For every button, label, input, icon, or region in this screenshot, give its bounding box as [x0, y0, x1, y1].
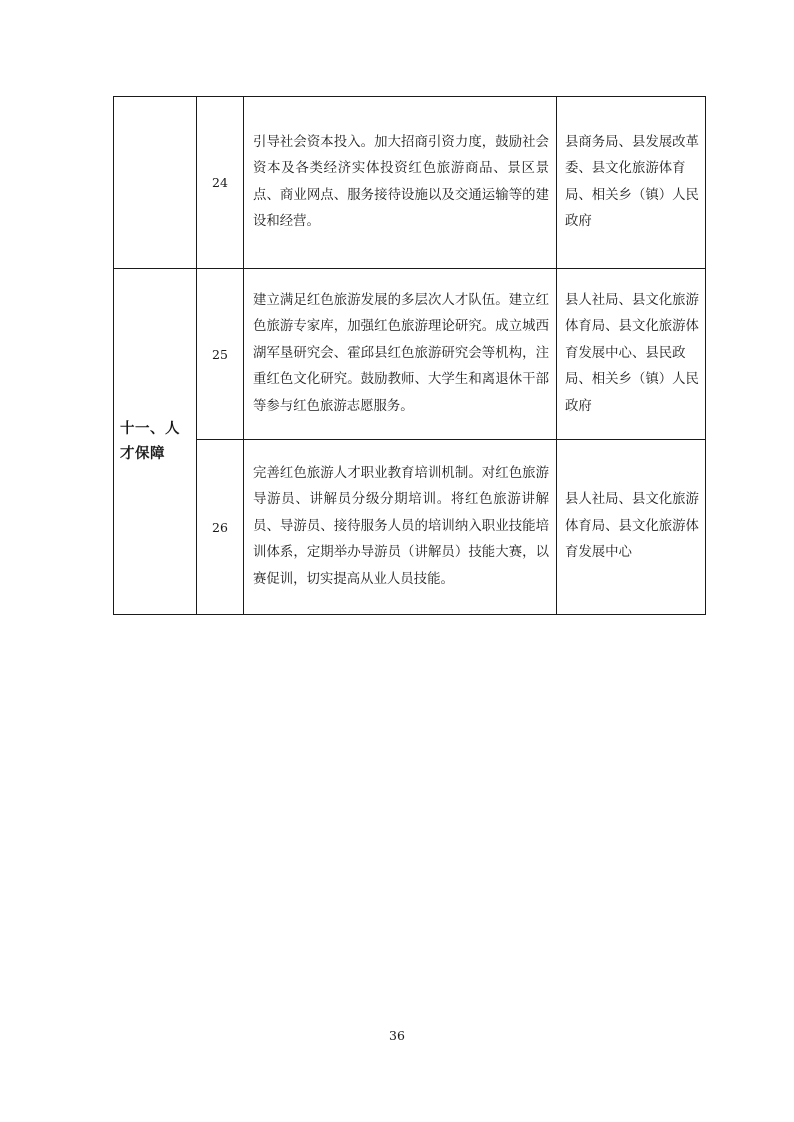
responsible-departments: 县商务局、县发展改革委、县文化旅游体育局、相关乡（镇）人民政府 [557, 97, 706, 269]
table-row [114, 97, 706, 269]
measure-content: 完善红色旅游人才职业教育培训机制。对红色旅游导游员、讲解员分级分期培训。将红色旅游讲解员、导游员、接待服务人员的培训纳入职业技能培训体系，定期举办导游员（讲解员）技能大赛，以赛促训，切实提高从业人员技能。 [244, 440, 557, 615]
table-row [114, 269, 706, 440]
row-number: 26 [197, 440, 244, 615]
measures-table [113, 96, 706, 615]
category-cell-previous [114, 97, 197, 269]
measure-content: 建立满足红色旅游发展的多层次人才队伍。建立红色旅游专家库，加强红色旅游理论研究。成立城西湖军垦研究会、霍邱县红色旅游研究会等机构，注重红色文化研究。鼓励教师、大学生和离退休干部等参与红色旅游志愿服务。 [244, 269, 557, 440]
page-number: 36 [389, 1028, 405, 1043]
row-number: 24 [197, 97, 244, 269]
row-number: 25 [197, 269, 244, 440]
measure-content: 引导社会资本投入。加大招商引资力度，鼓励社会资本及各类经济实体投资红色旅游商品、景区景点、商业网点、服务接待设施以及交通运输等的建设和经营。 [244, 97, 557, 269]
responsible-departments: 县人社局、县文化旅游体育局、县文化旅游体育发展中心、县民政局、相关乡（镇）人民政府 [557, 269, 706, 440]
responsible-departments: 县人社局、县文化旅游体育局、县文化旅游体育发展中心 [557, 440, 706, 615]
category-cell: 十一、人才保障 [114, 269, 197, 615]
table-row [114, 440, 706, 615]
